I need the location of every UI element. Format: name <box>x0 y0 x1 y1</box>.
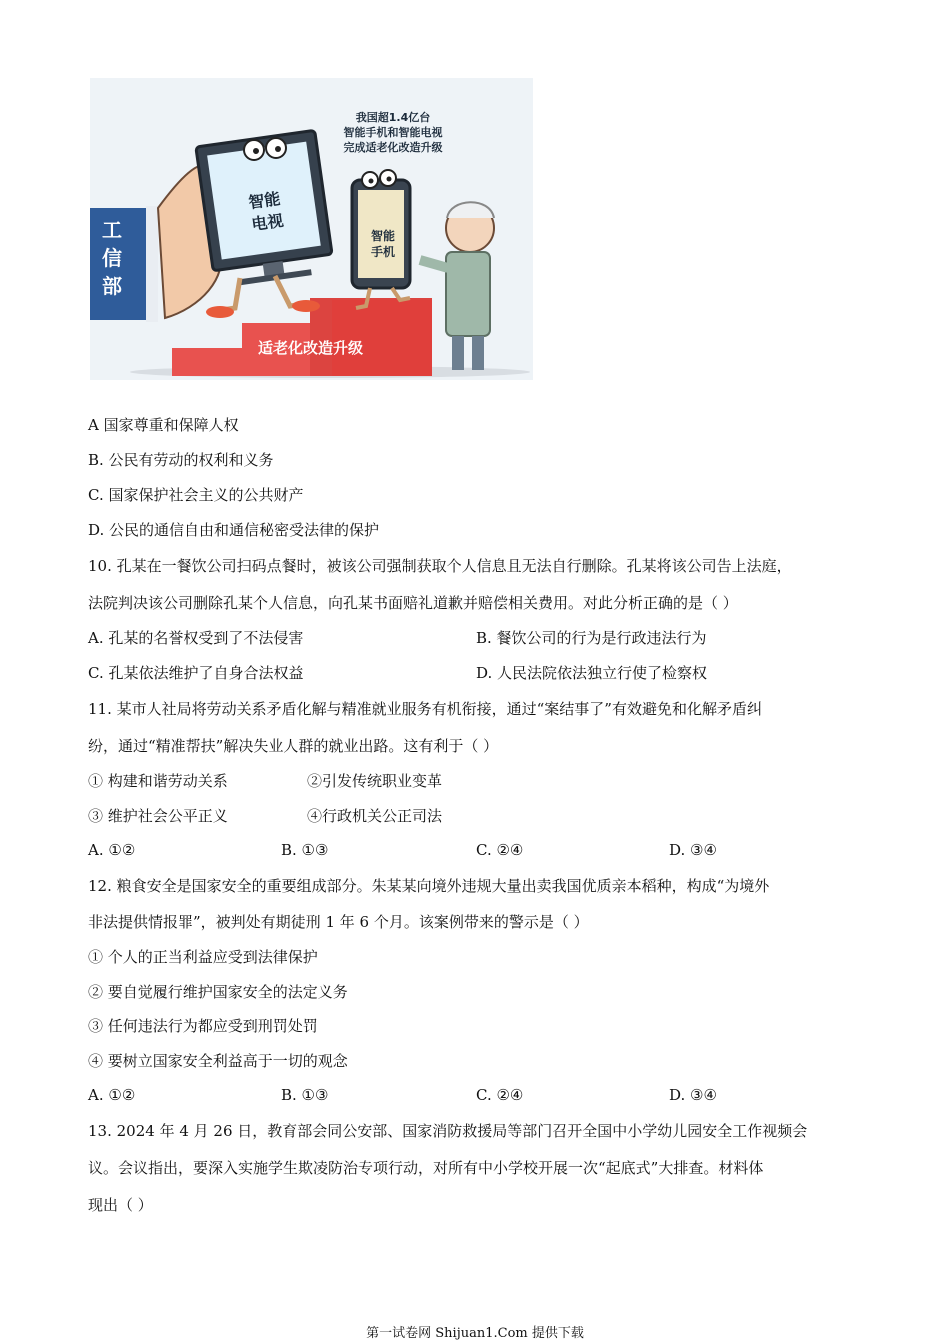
q12-item-2: ② 要自觉履行维护国家安全的法定义务 <box>88 983 348 1001</box>
q11-option-d: D. ③④ <box>669 841 717 859</box>
q11-item-4: ④行政机关公正司法 <box>307 807 443 825</box>
q12-stem-line-1: 12. 粮食安全是国家安全的重要组成部分。朱某某向境外违规大量出卖我国优质亲本稻种，构成“为境外 <box>88 877 770 895</box>
phone-label: 智能 手机 <box>371 229 396 259</box>
q13-stem-line-2: 议。会议指出，要深入实施学生欺凌防治专项行动，对所有中小学校开展一次“起底式”大排查。材料体 <box>88 1159 764 1177</box>
q11-option-a: A. ①② <box>88 841 136 859</box>
q11-item-1: ① 构建和谐劳动关系 <box>88 772 228 790</box>
q10-option-c: C. 孔某依法维护了自身合法权益 <box>88 664 304 682</box>
q11-item-3: ③ 维护社会公平正义 <box>88 807 228 825</box>
cartoon-headline: 我国超1.4亿台 智能手机和智能电视 完成适老化改造升级 <box>343 111 443 154</box>
q11-stem-line-2: 纷，通过“精准帮扶”解决失业人群的就业出路。这有利于（ ） <box>88 737 499 755</box>
q11-option-b: B. ①③ <box>281 841 329 859</box>
page-footer: 第一试卷网 Shijuan1.Com 提供下载 <box>366 1326 584 1341</box>
q11-option-c: C. ②④ <box>476 841 524 859</box>
q9-option-d: D. 公民的通信自由和通信秘密受法律的保护 <box>88 521 380 539</box>
q10-option-b: B. 餐饮公司的行为是行政违法行为 <box>476 629 707 647</box>
q12-option-d: D. ③④ <box>669 1086 717 1104</box>
q11-stem-line-1: 11. 某市人社局将劳动关系矛盾化解与精准就业服务有机衔接，通过“案结事了”有效避免和化解矛盾纠 <box>88 700 762 718</box>
sleeve-label: 工 信 部 <box>102 218 122 298</box>
q10-option-d: D. 人民法院依法独立行使了检察权 <box>476 664 708 682</box>
cartoon-illustration <box>90 78 533 380</box>
q12-stem-line-2: 非法提供情报罪”，被判处有期徒刑 1 年 6 个月。该案例带来的警示是（ ） <box>88 913 589 931</box>
q12-item-4: ④ 要树立国家安全利益高于一切的观念 <box>88 1052 348 1070</box>
step-label: 适老化改造升级 <box>258 339 364 357</box>
q9-option-b: B. 公民有劳动的权利和义务 <box>88 451 274 469</box>
q12-option-a: A. ①② <box>88 1086 136 1104</box>
q12-item-1: ① 个人的正当利益应受到法律保护 <box>88 948 318 966</box>
q9-option-a: A 国家尊重和保障人权 <box>88 416 239 434</box>
q9-option-c: C. 国家保护社会主义的公共财产 <box>88 486 304 504</box>
q12-item-3: ③ 任何违法行为都应受到刑罚处罚 <box>88 1017 318 1035</box>
q10-stem-line-2: 法院判决该公司删除孔某个人信息，向孔某书面赔礼道歉并赔偿相关费用。对此分析正确的是（ ） <box>88 594 738 612</box>
q12-option-b: B. ①③ <box>281 1086 329 1104</box>
q10-stem-line-1: 10. 孔某在一餐饮公司扫码点餐时，被该公司强制获取个人信息且无法自行删除。孔某将该公司告上法庭， <box>88 557 792 575</box>
q10-option-a: A. 孔某的名誉权受到了不法侵害 <box>88 629 304 647</box>
q12-option-c: C. ②④ <box>476 1086 524 1104</box>
tv-label: 智能 电视 <box>247 188 285 235</box>
q13-stem-line-3: 现出（ ） <box>88 1196 153 1214</box>
q11-item-2: ②引发传统职业变革 <box>307 772 443 790</box>
q13-stem-line-1: 13. 2024 年 4 月 26 日，教育部会同公安部、国家消防救援局等部门召开全国中小学幼儿园安全工作视频会 <box>88 1122 808 1140</box>
